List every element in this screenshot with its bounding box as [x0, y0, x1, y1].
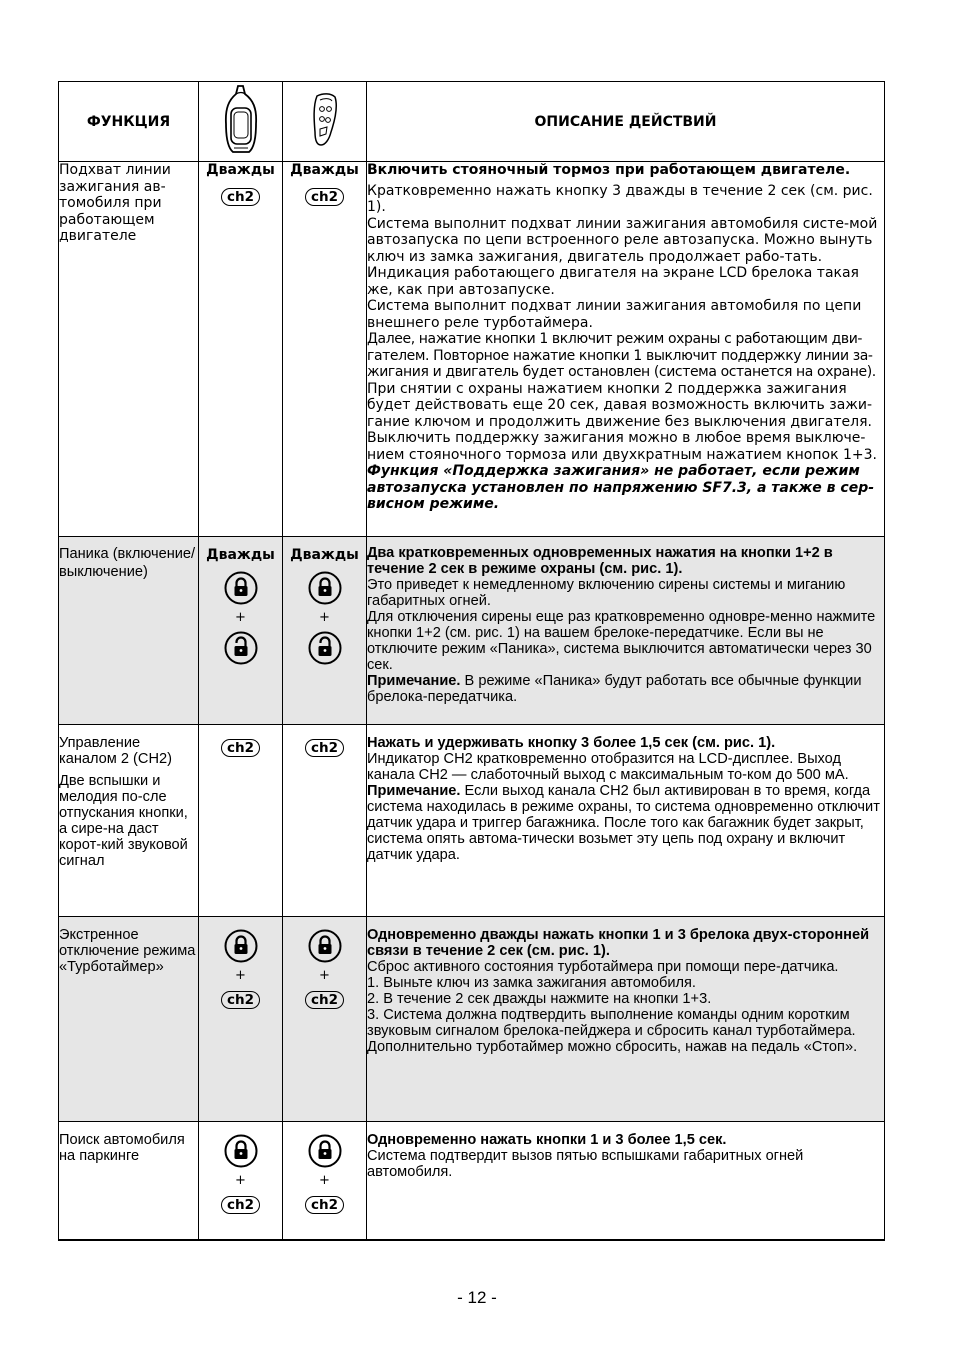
description-lead: Одновременно дважды нажать кнопки 1 и 3 брелока двух-сторонней связи в течение 2 сек (см. рис. 1). — [367, 927, 870, 959]
function-name: Поиск автомобиля на паркинге — [59, 1132, 185, 1164]
plus-sign: + — [319, 1173, 330, 1188]
plus-sign: + — [235, 610, 246, 625]
twice-label: Дважды — [206, 547, 275, 563]
description-para: Система подтвердит вызов пятью вспышками габаритных огней автомобиля. — [367, 1148, 804, 1180]
lock-closed-icon — [308, 929, 342, 963]
remote1-cell — [199, 1122, 283, 1240]
description-para: 3. Система должна подтвердить выполнение команды одним коротким звуковым сигналом брелока-пейджера и сбросить канал турботаймера. — [367, 1007, 856, 1039]
description-para: 2. В течение 2 сек дважды нажмите на кнопки 1+3. — [367, 991, 712, 1007]
description-para: При снятии с охраны нажатием кнопки 2 поддержка зажигания будет действовать еще 20 сек, давая возможность включить зажи-гание ключом и продолжить движение без выключения двигателя. Выключить поддержку зажигания можно в любое время выключе-нием стояночного тормоза или двухкратным нажатием кнопок 1+3. — [367, 380, 877, 463]
description-note: Функция «Поддержка зажигания» не работает, если режим автозапуска установлен по напряжению SF7.3, а также в сер-висном режиме. — [367, 463, 875, 512]
description-lead: Одновременно нажать кнопки 1 и 3 более 1,5 сек. — [367, 1132, 727, 1148]
ch2-button-icon: ch2 — [305, 1196, 344, 1214]
header-remote1 — [199, 82, 283, 162]
table-row — [59, 917, 885, 1122]
remote2-cell — [283, 917, 367, 1122]
function-name: Паника (включение/ выключение) — [59, 546, 196, 581]
note-text: Если выход канала CH2 был активирован в то время, когда система находилась в режиме охраны, то система одновременно отключит датчик удара и триггер багажника. После того как багажник будет закрыт, система опять автома-тически возьмет эту цепь под охрану и включит датчик удара. — [367, 783, 880, 863]
header-remote2 — [283, 82, 367, 162]
description-para: Система выполнит подхват линии зажигания автомобиля по цепи внешнего реле турботаймера. — [367, 298, 862, 331]
note-label: Примечание. — [367, 673, 461, 689]
description-para: 1. Выньте ключ из замка зажигания автомобиля. — [367, 975, 696, 991]
function-cell — [59, 725, 199, 917]
function-name: Экстренное отключение режима «Турботаймер» — [59, 927, 196, 975]
description-lead: Включить стояночный тормоз при работающем двигателе. — [367, 162, 851, 178]
function-cell — [59, 1122, 199, 1240]
description-para: Система выполнит подхват линии зажигания автомобиля систе-мой автозапуска по цепи встроенного реле автозапуска. Можно вынуть ключ из замка зажигания, двигатель продолжает рабо-тать. Индикация работающего двигателя на экране LCD брелока такая же, как при автозапуске. — [367, 215, 878, 298]
table-row — [59, 725, 885, 917]
ch2-button-icon: ch2 — [305, 991, 344, 1009]
remote2-cell — [283, 1122, 367, 1240]
description-cell — [367, 162, 885, 537]
twice-label: Дважды — [290, 547, 359, 563]
header-function: ФУНКЦИЯ — [59, 82, 199, 162]
plus-sign: + — [235, 1173, 246, 1188]
remote1-cell — [199, 725, 283, 917]
description-para: Для отключения сирены еще раз кратковременно одновре-менно нажмите кнопки 1+2 (см. рис. 1) на вашем брелоке-передатчике. Если вы не отключите режим «Паника», система выключится автоматически через 30 сек. — [367, 609, 876, 673]
ch2-button-icon: ch2 — [305, 739, 344, 757]
description-note — [367, 783, 884, 863]
lock-closed-icon — [308, 1134, 342, 1168]
ch2-button-icon: ch2 — [221, 739, 260, 757]
plus-sign: + — [235, 968, 246, 983]
ch2-button-icon: ch2 — [305, 188, 344, 206]
function-name: Управление каналом 2 (CH2) — [59, 735, 172, 767]
table-row — [59, 1122, 885, 1240]
remote-keyfob-icon — [311, 92, 339, 148]
table-row — [59, 162, 885, 537]
page-number: - 12 - — [457, 1288, 497, 1307]
description-cell — [367, 537, 885, 725]
lock-open-icon — [308, 631, 342, 665]
description-note — [367, 673, 884, 705]
note-text: В режиме «Паника» будут работать все обычные функции брелока-передатчика. — [367, 673, 862, 705]
remote1-cell — [199, 917, 283, 1122]
description-para: Дополнительно турботаймер можно сбросить, нажав на педаль «Стоп». — [367, 1039, 858, 1055]
plus-sign: + — [319, 610, 330, 625]
functions-table — [58, 81, 885, 1241]
remote2-cell — [283, 537, 367, 725]
note-label: Примечание. — [367, 783, 461, 799]
ch2-button-icon: ch2 — [221, 991, 260, 1009]
lock-closed-icon — [224, 929, 258, 963]
description-para: Сброс активного состояния турботаймера при помощи пере-датчика. — [367, 959, 839, 975]
description-para: Кратковременно нажать кнопку 3 дважды в течение 2 сек (см. рис. 1). — [367, 182, 873, 215]
ch2-button-icon: ch2 — [221, 188, 260, 206]
description-lead: Два кратковременных одновременных нажатия на кнопки 1+2 в течение 2 сек в режиме охраны (см. рис. 1). — [367, 545, 833, 577]
plus-sign: + — [319, 968, 330, 983]
lock-closed-icon — [224, 571, 258, 605]
description-cell — [367, 725, 885, 917]
lock-open-icon — [224, 631, 258, 665]
lock-closed-icon — [308, 571, 342, 605]
table-row — [59, 537, 885, 725]
ch2-button-icon: ch2 — [221, 1196, 260, 1214]
description-para: Это приведет к немедленному включению сирены системы и миганию габаритных огней. — [367, 577, 846, 609]
function-cell — [59, 537, 199, 725]
lock-closed-icon — [224, 1134, 258, 1168]
table-header-row — [59, 82, 885, 162]
remote-lcd-icon — [223, 84, 259, 156]
function-cell — [59, 917, 199, 1122]
remote1-cell — [199, 537, 283, 725]
remote2-cell — [283, 162, 367, 537]
remote2-cell — [283, 725, 367, 917]
header-description: ОПИСАНИЕ ДЕЙСТВИЙ — [367, 82, 885, 162]
description-cell — [367, 917, 885, 1122]
function-name: Подхват линии зажигания ав-томобиля при работающем двигателе — [59, 162, 171, 244]
description-para: Индикатор CH2 кратковременно отобразится на LCD-дисплее. Выход канала CH2 — слаботочный выход с максимальным то-ком до 500 мА. — [367, 751, 849, 783]
remote1-cell — [199, 162, 283, 537]
description-para: Далее, нажатие кнопки 1 включит режим охраны с работающим дви-гателем. Повторное нажатие кнопки 1 выключит поддержку линии за-жигания и двигатель будет остановлен (система останется на охране). — [367, 331, 876, 380]
twice-label: Дважды — [290, 162, 359, 178]
description-cell — [367, 1122, 885, 1240]
function-note: Две вспышки и мелодия по-сле отпускания кнопки, а сире-на даст корот-кий звуковой сигнал — [59, 773, 188, 869]
description-lead: Нажать и удерживать кнопку 3 более 1,5 сек (см. рис. 1). — [367, 735, 776, 751]
twice-label: Дважды — [206, 162, 275, 178]
function-cell — [59, 162, 199, 537]
